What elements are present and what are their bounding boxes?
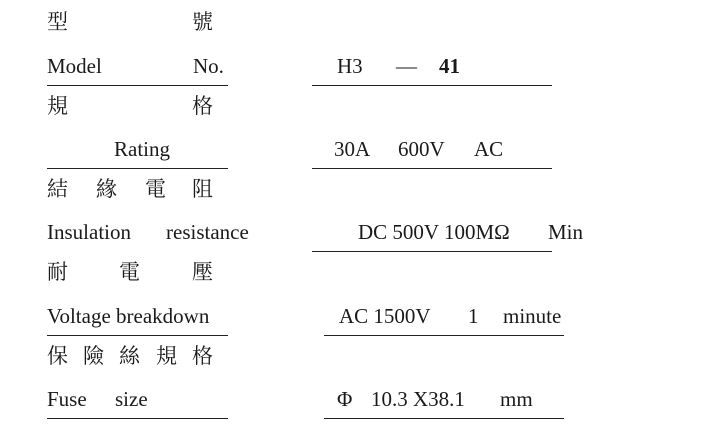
fuse-label-2: size xyxy=(115,387,148,411)
breakdown-cjk-2: 電 xyxy=(119,260,140,284)
fuse-cjk-4: 規 xyxy=(156,344,177,368)
insulation-label-2: resistance xyxy=(166,220,249,244)
breakdown-cjk-1: 耐 xyxy=(47,260,68,284)
rating-current: 30A xyxy=(334,137,371,161)
rating-label: Rating xyxy=(114,137,170,161)
rating-label-rule xyxy=(47,168,228,169)
fuse-label-1: Fuse xyxy=(47,387,87,411)
model-value-rule xyxy=(312,85,552,86)
insulation-cjk-4: 阻 xyxy=(192,177,213,201)
model-value-suffix: 41 xyxy=(439,54,460,78)
fuse-label-rule xyxy=(47,418,228,419)
fuse-cjk-3: 絲 xyxy=(119,344,140,368)
rating-cjk-1: 規 xyxy=(47,94,68,118)
insulation-cjk-2: 緣 xyxy=(96,177,117,201)
rating-value-rule xyxy=(312,168,552,169)
insulation-value-min: Min xyxy=(548,220,584,244)
insulation-value-rule xyxy=(312,251,552,252)
fuse-cjk-5: 格 xyxy=(192,344,213,368)
fuse-cjk-2: 險 xyxy=(83,344,104,368)
model-label-rule xyxy=(47,85,228,86)
model-value-dash: — xyxy=(396,54,417,78)
model-cjk-1: 型 xyxy=(47,10,68,34)
fuse-dimensions: 10.3 X38.1 xyxy=(371,387,465,411)
model-label: Model xyxy=(47,54,102,78)
breakdown-duration: 1 xyxy=(468,304,479,328)
breakdown-label: Voltage breakdown xyxy=(47,304,210,328)
breakdown-unit: minute xyxy=(503,304,562,328)
breakdown-voltage: AC 1500V xyxy=(339,304,431,328)
insulation-label-1: Insulation xyxy=(47,220,131,244)
fuse-diameter-symbol: Φ xyxy=(337,387,353,411)
fuse-cjk-1: 保 xyxy=(47,344,68,368)
insulation-cjk-1: 結 xyxy=(47,177,68,201)
insulation-value: DC 500V 100MΩ xyxy=(358,220,510,244)
breakdown-cjk-3: 壓 xyxy=(192,260,213,284)
rating-voltage: 600V xyxy=(398,137,445,161)
model-cjk-2: 號 xyxy=(192,10,213,34)
fuse-unit: mm xyxy=(500,387,533,411)
rating-type: AC xyxy=(474,137,504,161)
rating-cjk-2: 格 xyxy=(192,94,213,118)
breakdown-label-rule xyxy=(47,335,228,336)
model-value-prefix: H3 xyxy=(337,54,363,78)
fuse-value-rule xyxy=(324,418,564,419)
model-no-label: No. xyxy=(193,54,224,78)
breakdown-value-rule xyxy=(324,335,564,336)
insulation-cjk-3: 電 xyxy=(145,177,166,201)
